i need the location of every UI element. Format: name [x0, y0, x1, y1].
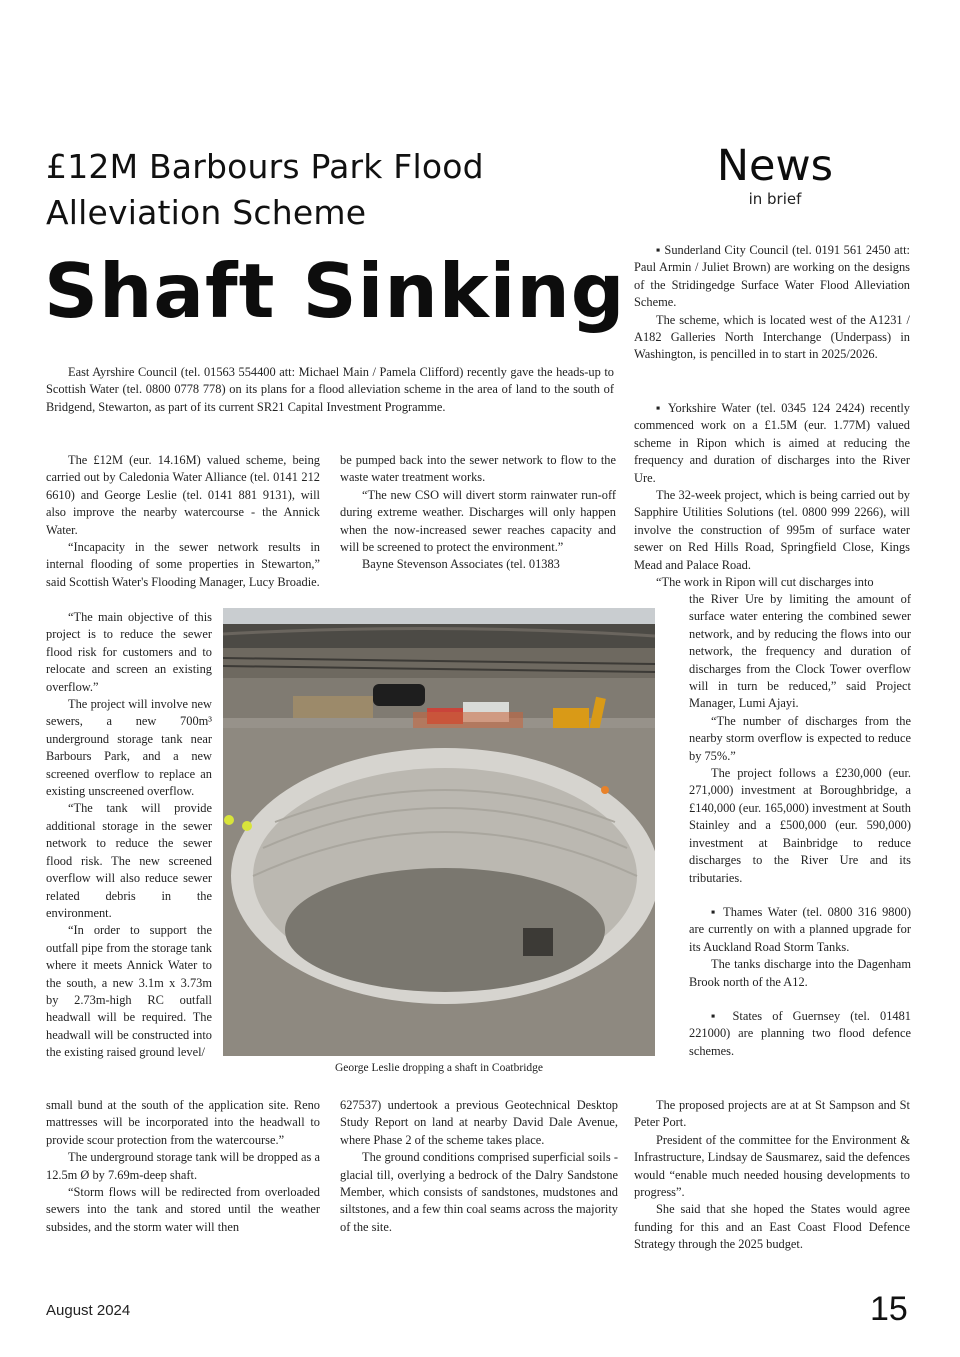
article-intro — [46, 364, 614, 416]
article-column-1-narrow — [46, 609, 212, 1062]
article-paragraph: The £12M (eur. 14.16M) valued scheme, being carried out by Caledonia Water Alliance (tel. 0141 212 6610) and George Leslie (tel. 0141 881 9131), will also improve the nearby watercourse - the Annick Water. — [46, 453, 320, 537]
article-column-1-bottom — [46, 1097, 320, 1236]
article-column-2-bottom — [340, 1097, 618, 1236]
news-paragraph: She said that she hoped the States would agree funding for this and an East Coast Flood Defence Strategy through the 2025 budget. — [634, 1202, 910, 1252]
news-paragraph: The project follows a £230,000 (eur. 271,000) investment at Boroughbridge, a £140,000 (eur. 165,000) investment at South Stainley and a £500,000 (eur. 590,000) investment at Bainbridge to reduce discharges to the River Ure and its tributaries. — [689, 766, 911, 885]
photo-caption: George Leslie dropping a shaft in Coatbridge — [334, 1062, 543, 1074]
article-paragraph: “The tank will provide additional storage in the sewer network to reduce the sewer flood risk. The new screened overflow will also reduce sewer related debris in the environment. — [46, 801, 212, 920]
article-column-1-top — [46, 452, 320, 591]
news-paragraph: “The work in Ripon will cut discharges into — [656, 575, 874, 590]
news-paragraph: “The number of discharges from the nearby storm overflow is expected to reduce by 75%.” — [689, 713, 911, 763]
article-paragraph: “In order to support the outfall pipe from the storage tank where it meets Annick Water to the south, a new 3.1m x 3.73m by 2.73m-high RC outfall headwall will be required. The headwall will be constructed into the existing raised ground level/ — [46, 923, 212, 1060]
article-headline: Shaft Sinking — [44, 247, 626, 335]
article-paragraph: be pumped back into the sewer network to flow to the waste water treatment works. — [340, 453, 616, 485]
article-paragraph: “Storm flows will be redirected from overloaded sewers into the tank and stored until the weather subsides, and the storm water will then — [46, 1185, 320, 1234]
article-paragraph: The ground conditions comprised superficial soils - glacial till, overlying a bedrock of the Dalry Sandstone Member, which consists of sandstones, mudstones and siltstones, and a few thin coal seams across the majority of the site. — [340, 1150, 618, 1234]
news-paragraph: President of the committee for the Environment & Infrastructure, Lindsay de Sausmarez, said the defences would “enable much needed housing developments to progress”. — [634, 1132, 910, 1200]
page-number: 15 — [870, 1290, 908, 1328]
article-paragraph: “Incapacity in the sewer network results in internal flooding of some properties in Stewarton,” said Scottish Water's Flooding Manager, Lucy Broadie. — [46, 540, 320, 589]
article-paragraph: “The main objective of this project is to reduce the sewer flood risk for customers and to relocate and screen an existing overflow.” — [46, 610, 212, 694]
news-paragraph: ▪ Thames Water (tel. 0800 316 9800) are currently on with a planned upgrade for its Auckland Road Storm Tanks. — [689, 904, 911, 954]
article-paragraph: The underground storage tank will be dropped as a 12.5m Ø by 7.69m-deep shaft. — [46, 1150, 320, 1182]
news-paragraph: The tanks discharge into the Dagenham Brook north of the A12. — [689, 957, 911, 989]
news-block-yorkshire — [634, 400, 910, 591]
news-in-brief-subtitle: in brief — [748, 190, 802, 208]
issue-date: August 2024 — [46, 1302, 131, 1319]
news-in-brief-title: News — [716, 141, 834, 191]
article-paragraph: “The new CSO will divert storm rainwater run-off during extreme weather. Discharges will only happen when the now-increased sewer reaches capacity and will be screened to protect the environment.” — [340, 487, 616, 555]
news-paragraph: The proposed projects are at at St Sampson and St Peter Port. — [634, 1098, 910, 1130]
article-paragraph: 627537) undertook a previous Geotechnical Desktop Study Report on land at nearby David Dale Avenue, where Phase 2 of the scheme takes place. — [340, 1098, 618, 1147]
news-paragraph: ▪ Sunderland City Council (tel. 0191 561 2450 att: Paul Armin / Juliet Brown) are working on the designs of the Stridingedge Surface Water Flood Alleviation Scheme. — [634, 243, 910, 310]
news-paragraph: The 32-week project, which is being carried out by Sapphire Utilities Solutions (tel. 0800 999 2266), will involve the construction of 995m of surface water sewer on Red Hills Road, Springfield Close, Kings Mead and Palace Road. — [634, 488, 910, 572]
news-block-yorkshire-narrow — [689, 591, 911, 1060]
news-paragraph: ▪ States of Guernsey (tel. 01481 221000) are planning two flood defence schemes. — [689, 1008, 911, 1058]
article-paragraph: Bayne Stevenson Associates (tel. 01383 — [362, 557, 560, 572]
intro-paragraph: East Ayrshire Council (tel. 01563 554400 att: Michael Main / Pamela Clifford) recently gave the heads-up to Scottish Water (tel. 0800 0778 778) on its plans for a flood alleviation scheme in the area of land to the south of Bridgend, Stewarton, as part of its current SR21 Capital Investment Programme. — [46, 365, 614, 414]
article-column-2-top — [340, 452, 616, 574]
article-paragraph: small bund at the south of the application site. Reno mattresses will be incorporated into the headwall to provide scour protection from the watercourse.” — [46, 1098, 320, 1147]
news-paragraph: the River Ure by limiting the amount of surface water entering the combined sewer network, and by reducing the flows into our network, the frequency and duration of discharges from the Clock Tower overflow will in turn be reduced,” said Project Manager, Lumi Ajayi. — [689, 592, 911, 711]
news-block-sunderland — [634, 242, 910, 364]
news-paragraph: The scheme, which is located west of the A1231 / A182 Galleries North Interchange (Underpass) in Washington, is pencilled in to start in 2025/2026. — [634, 312, 910, 362]
news-block-guernsey — [634, 1097, 910, 1254]
article-paragraph: The project will involve new sewers, a new 700m³ underground storage tank near Barbours Park, and a new screened overflow to replace an existing unscreened overflow. — [46, 697, 212, 799]
article-kicker: £12M Barbours Park Flood Alleviation Scheme — [46, 147, 484, 232]
shaft-photo — [223, 608, 655, 1056]
news-paragraph: ▪ Yorkshire Water (tel. 0345 124 2424) recently commenced work on a £1.5M (eur. 1.77M) valued scheme in Ripon which is aimed at reducing the frequency and duration of discharges into the River Ure. — [634, 401, 910, 485]
